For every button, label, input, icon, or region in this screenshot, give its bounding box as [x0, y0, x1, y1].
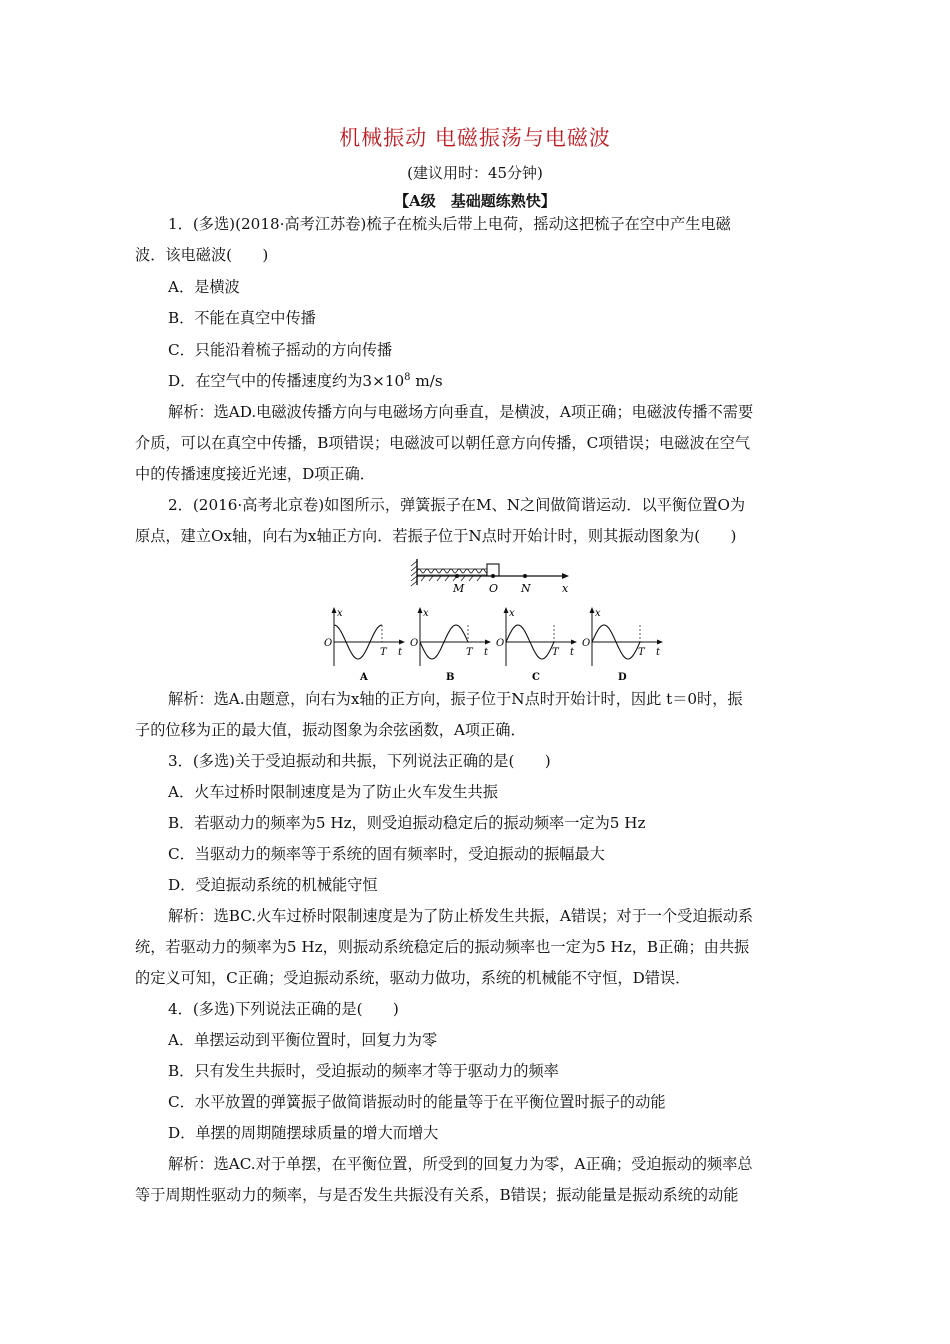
- axis-x-label: x: [595, 608, 601, 619]
- q4-solution-line1: 解析：选AC.对于单摆，在平衡位置，所受到的回复力为零，A正确；受迫振动的频率总: [168, 1155, 753, 1173]
- section-heading: 【A级 基础题练熟快】: [394, 192, 556, 210]
- q2-stem-line1: 2．(2016·高考北京卷)如图所示，弹簧振子在M、N之间做简谐运动．以平衡位置O为: [168, 496, 746, 514]
- q3-option-d: D．受迫振动系统的机械能守恒: [168, 876, 378, 894]
- page-title: 机械振动 电磁振荡与电磁波: [339, 126, 611, 150]
- label-n: N: [521, 582, 531, 595]
- vibration-graphs-figure: [320, 606, 665, 684]
- axis-x-label: x: [337, 608, 343, 619]
- q4-stem: 4．(多选)下列说法正确的是( ): [168, 1000, 399, 1018]
- graph-option-label: C: [532, 672, 540, 683]
- q2-solution-line2: 子的位移为正的最大值，振动图象为余弦函数，A项正确．: [135, 721, 526, 739]
- graph-option-label: B: [446, 672, 455, 683]
- q4-option-d: D．单摆的周期随摆球质量的增大而增大: [168, 1124, 439, 1142]
- q4-option-a: A．单摆运动到平衡位置时，回复力为零: [168, 1031, 438, 1049]
- graph-c: [496, 607, 577, 683]
- origin-label: O: [324, 638, 333, 649]
- period-label: T: [380, 647, 387, 658]
- q1-stem-line1: 1．(多选)(2018·高考江苏卷)梳子在梳头后带上电荷，摇动这把梳子在空中产生电磁: [168, 215, 731, 233]
- q3-option-b: B．若驱动力的频率为5 Hz，则受迫振动稳定后的振动频率一定为5 Hz: [168, 814, 646, 832]
- axis-x-label: x: [509, 608, 515, 619]
- label-m: M: [453, 582, 465, 595]
- label-o: O: [489, 582, 499, 595]
- q1-option-a: A．是横波: [168, 278, 240, 296]
- period-label: T: [466, 647, 473, 658]
- origin-label: O: [496, 638, 505, 649]
- label-x: x: [562, 582, 569, 595]
- axis-x-label: x: [423, 608, 429, 619]
- q3-option-a: A．火车过桥时限制速度是为了防止火车发生共振: [168, 783, 498, 801]
- period-label: T: [552, 647, 559, 658]
- q1-option-b: B．不能在真空中传播: [168, 309, 316, 327]
- q1-solution-line2: 介质，可以在真空中传播，B项错误；电磁波可以朝任意方向传播，C项错误；电磁波在空气: [135, 434, 751, 452]
- spring-oscillator-figure: [405, 557, 580, 602]
- q2-stem-line2: 原点，建立Ox轴，向右为x轴正方向．若振子位于N点时开始计时，则其振动图象为( ): [135, 527, 737, 545]
- graph-option-label: D: [618, 672, 627, 683]
- q3-option-c: C．当驱动力的频率等于系统的固有频率时，受迫振动的振幅最大: [168, 845, 605, 863]
- origin-label: O: [410, 638, 419, 649]
- q3-solution-line2: 统，若驱动力的频率为5 Hz，则振动系统稳定后的振动频率也一定为5 Hz，B正确；由共振: [135, 938, 750, 956]
- q1-stem-line2: 波．该电磁波( ): [135, 246, 269, 264]
- suggested-time: (建议用时：45分钟): [407, 164, 543, 182]
- q3-stem: 3．(多选)关于受迫振动和共振，下列说法正确的是( ): [168, 752, 551, 770]
- q1-solution-line1: 解析：选AD.电磁波传播方向与电磁场方向垂直，是横波，A项正确；电磁波传播不需要: [168, 403, 754, 421]
- q4-option-b: B．只有发生共振时，受迫振动的频率才等于驱动力的频率: [168, 1062, 559, 1080]
- q1-option-c: C．只能沿着梳子摇动的方向传播: [168, 341, 393, 359]
- time-label: t: [656, 647, 661, 658]
- q4-option-c: C．水平放置的弹簧振子做简谐振动时的能量等于在平衡位置时振子的动能: [168, 1093, 666, 1111]
- q3-solution-line1: 解析：选BC.火车过桥时限制速度是为了防止桥发生共振，A错误；对于一个受迫振动系: [168, 907, 754, 925]
- period-label: T: [638, 647, 645, 658]
- q3-solution-line3: 的定义可知，C正确；受迫振动系统，驱动力做功，系统的机械能不守恒，D错误．: [135, 969, 691, 987]
- graph-b: [410, 607, 491, 683]
- graph-option-label: A: [360, 672, 368, 683]
- time-label: t: [484, 647, 489, 658]
- q4-solution-line2: 等于周期性驱动力的频率，与是否发生共振没有关系，B错误；振动能量是振动系统的动能: [135, 1186, 739, 1204]
- q1-solution-line3: 中的传播速度接近光速，D项正确．: [135, 465, 375, 483]
- q2-solution-line1: 解析：选A.由题意，向右为x轴的正方向，振子位于N点时开始计时，因此 t＝0时，振: [168, 690, 743, 708]
- time-label: t: [398, 647, 403, 658]
- time-label: t: [570, 647, 575, 658]
- origin-label: O: [582, 638, 591, 649]
- graph-d: [582, 607, 663, 683]
- graph-a: [324, 607, 405, 683]
- q1-option-d: D．在空气中的传播速度约为$3\times 10^8$ m/s: [168, 371, 443, 390]
